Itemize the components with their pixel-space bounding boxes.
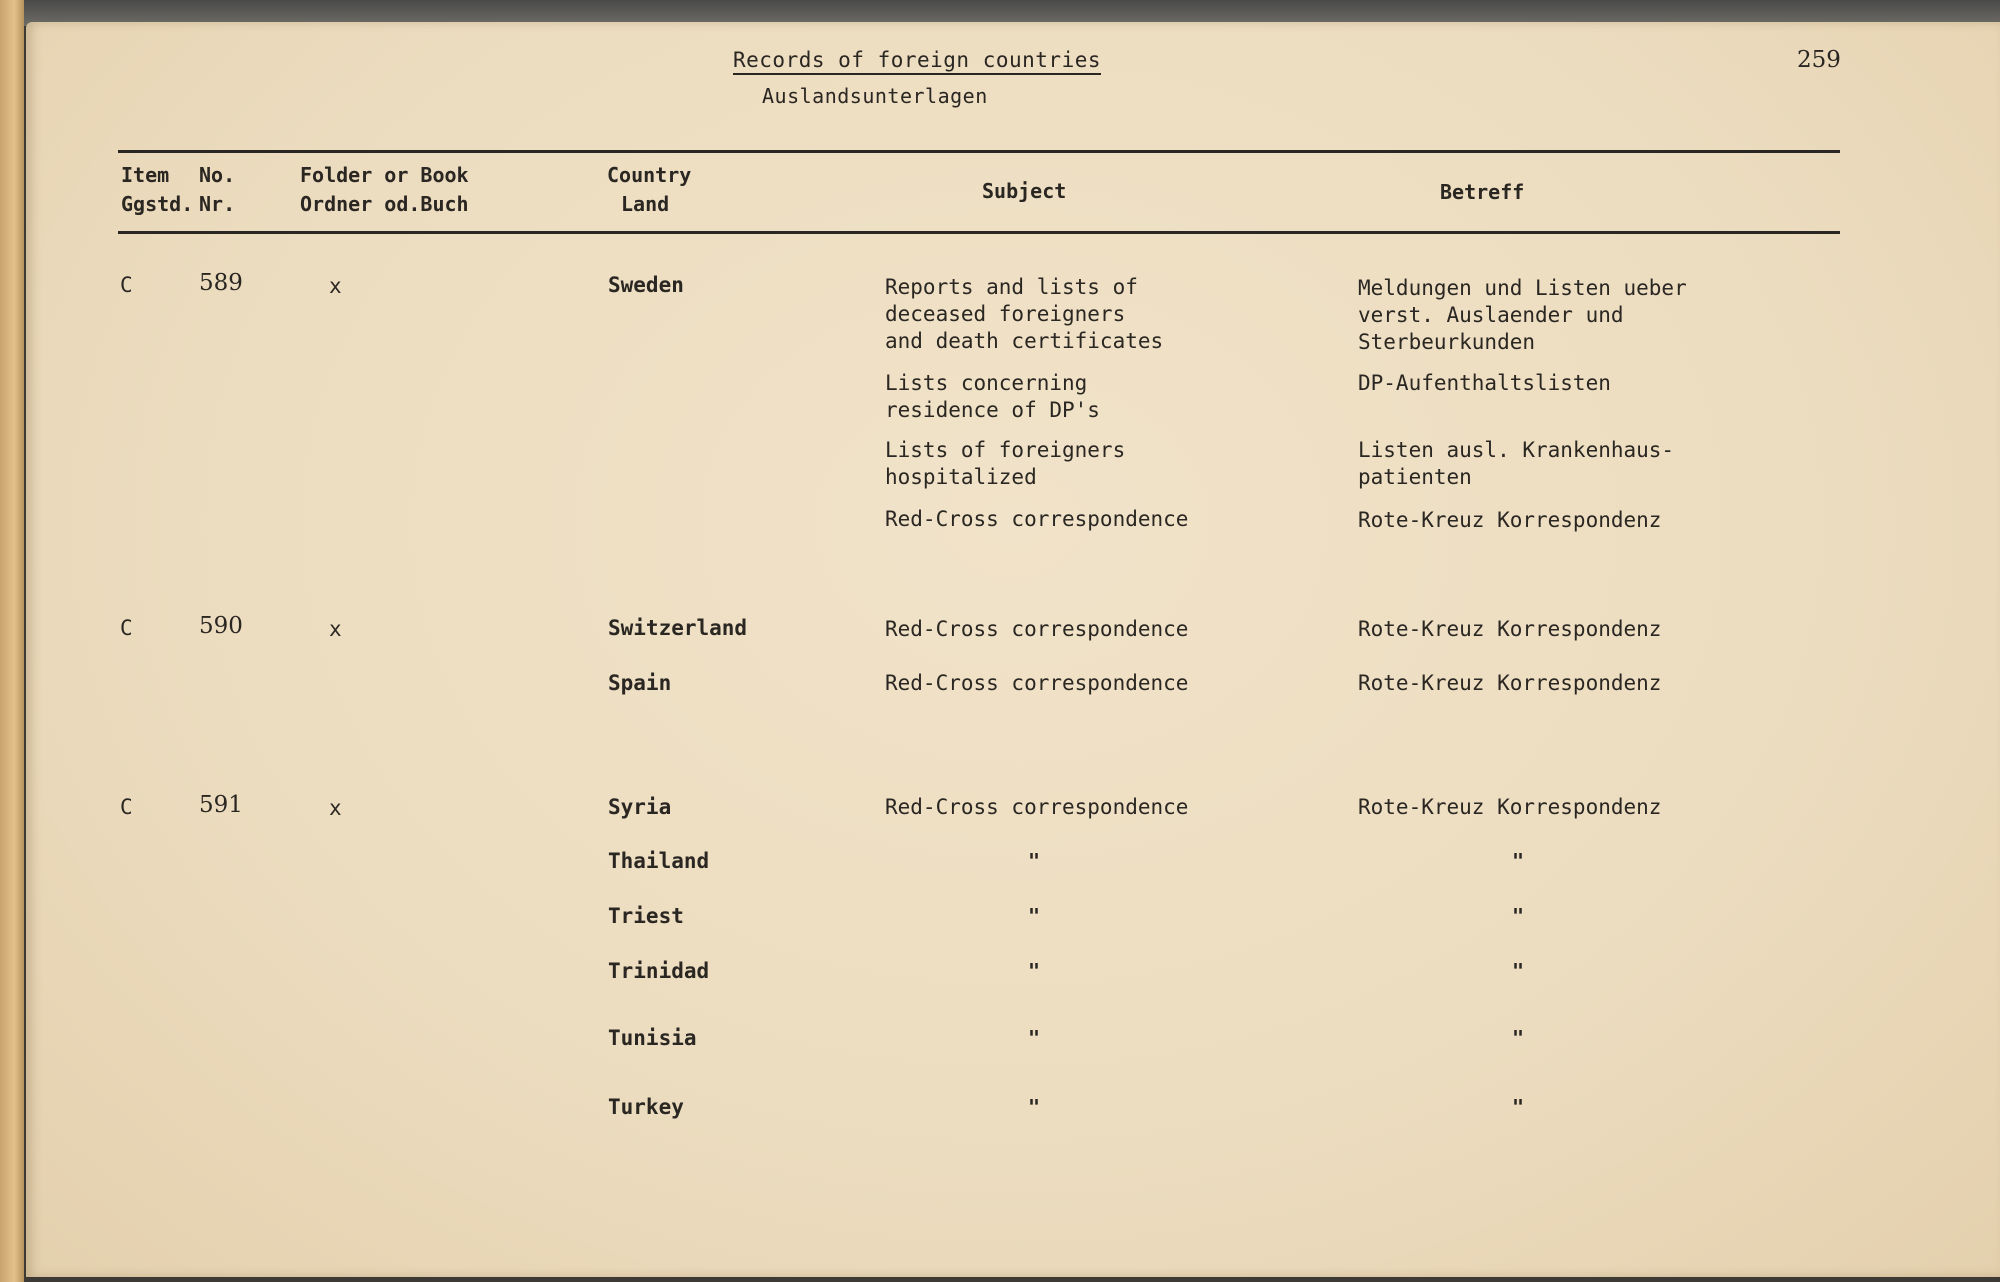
row-589-folder-mark: x [329, 274, 342, 298]
row-591-country-5: Tunisia [608, 1026, 697, 1050]
row-589-subject-2: Lists concerning residence of DP's [885, 371, 1100, 422]
column-header-country-en: Country [607, 163, 692, 187]
row-591-subject-2-ditto: " [1028, 849, 1041, 873]
column-header-country-de: Land [621, 192, 670, 216]
page-subtitle: Auslandsunterlagen [762, 84, 988, 108]
page-title: Records of foreign countries [733, 48, 1101, 75]
row-591-folder-mark: x [329, 796, 342, 820]
row-591-subject-1: Red-Cross correspondence [885, 795, 1189, 819]
row-589-country: Sweden [608, 273, 684, 297]
row-589-betreff-1: Meldungen und Listen ueber verst. Auslaender und Sterbeurkunden [1358, 276, 1687, 354]
row-591-country-2: Thailand [608, 849, 710, 873]
column-header-item-en: Item [121, 163, 170, 187]
header-rule-top [118, 150, 1840, 153]
row-590-betreff-2: Rote-Kreuz Korrespondenz [1358, 671, 1662, 695]
row-591-betreff-1: Rote-Kreuz Korrespondenz [1358, 795, 1662, 819]
row-589-number: 589 [199, 270, 243, 296]
column-header-subject: Subject [982, 179, 1067, 203]
row-591-betreff-4-ditto: " [1512, 959, 1525, 983]
row-589-subject-1: Reports and lists of deceased foreigners and death certificates [885, 275, 1164, 353]
row-590-country-2: Spain [608, 671, 672, 695]
column-header-no [199, 161, 235, 219]
page-number: 259 [1797, 47, 1841, 73]
book-spine [0, 0, 24, 1282]
column-header-folder [300, 161, 469, 219]
row-589-betreff-3: Listen ausl. Krankenhaus- patienten [1358, 438, 1675, 489]
row-591-item: C [120, 795, 133, 819]
row-589-betreff-2: DP-Aufenthaltslisten [1358, 371, 1611, 395]
row-591-number: 591 [199, 792, 243, 818]
column-header-country [607, 161, 691, 219]
row-590-item: C [120, 616, 133, 640]
column-header-item-de: Ggstd. [121, 192, 194, 216]
row-591-country-4: Trinidad [608, 959, 710, 983]
column-header-no-en: No. [199, 163, 236, 187]
column-header-folder-de: Ordner od.Buch [300, 192, 469, 216]
row-589-subject-4: Red-Cross correspondence [885, 507, 1189, 531]
row-591-betreff-3-ditto: " [1512, 904, 1525, 928]
column-header-folder-en: Folder or Book [300, 163, 469, 187]
row-591-subject-3-ditto: " [1028, 904, 1041, 928]
row-590-country-1: Switzerland [608, 616, 748, 640]
row-589-betreff-4: Rote-Kreuz Korrespondenz [1358, 508, 1662, 532]
row-591-subject-4-ditto: " [1028, 959, 1041, 983]
row-590-subject-2: Red-Cross correspondence [885, 671, 1189, 695]
row-591-betreff-6-ditto: " [1512, 1095, 1525, 1119]
row-590-number: 590 [199, 613, 243, 639]
row-591-subject-5-ditto: " [1028, 1026, 1041, 1050]
row-591-subject-6-ditto: " [1028, 1095, 1041, 1119]
row-591-country-3: Triest [608, 904, 684, 928]
column-header-betreff: Betreff [1440, 180, 1525, 204]
row-591-country-6: Turkey [608, 1095, 684, 1119]
column-header-no-de: Nr. [199, 192, 236, 216]
row-590-betreff-1: Rote-Kreuz Korrespondenz [1358, 617, 1662, 641]
column-header-item [121, 161, 193, 219]
row-589-subject-3: Lists of foreigners hospitalized [885, 438, 1126, 489]
row-591-betreff-5-ditto: " [1512, 1026, 1525, 1050]
row-591-betreff-2-ditto: " [1512, 849, 1525, 873]
row-590-folder-mark: x [329, 617, 342, 641]
row-589-item: C [120, 273, 133, 297]
row-590-subject-1: Red-Cross correspondence [885, 617, 1189, 641]
row-591-country-1: Syria [608, 795, 672, 819]
header-rule-bottom [118, 231, 1840, 234]
